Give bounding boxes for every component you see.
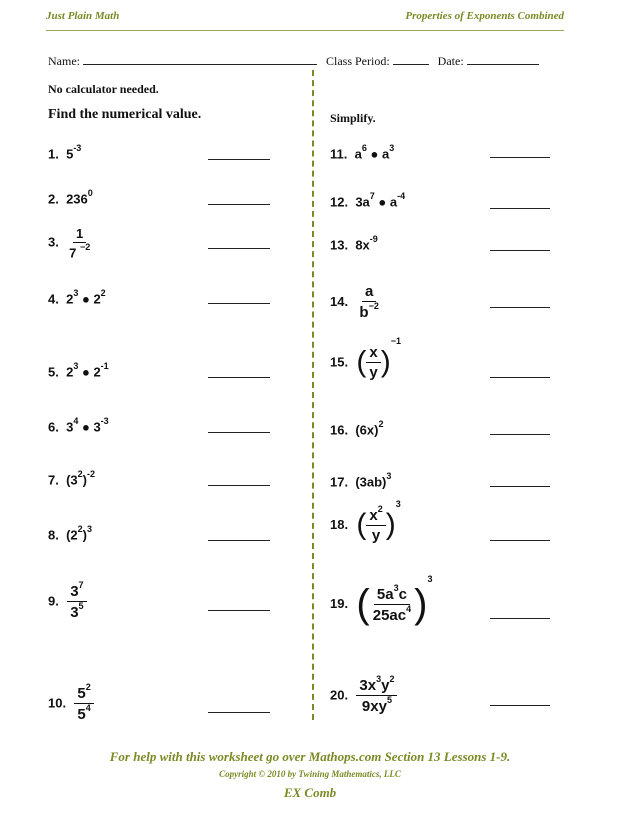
fraction: $\frac{3^7}{3^5}$ [67, 582, 86, 621]
answer-blank-2[interactable] [208, 204, 270, 205]
answer-blank-14[interactable] [490, 307, 550, 308]
answer-blank-9[interactable] [208, 610, 270, 611]
answer-blank-11[interactable] [490, 157, 550, 158]
answer-blank-3[interactable] [208, 248, 270, 249]
close-paren: ) [380, 345, 391, 379]
worksheet-code: EX Comb [283, 785, 337, 800]
answer-blank-16[interactable] [490, 434, 550, 435]
brand-label: Just Plain Math [46, 10, 120, 22]
answer-blank-12[interactable] [490, 208, 550, 209]
class-period-label: Class Period: [326, 54, 390, 68]
problem-9: 9. $\frac{3^7}{3^5}$ [48, 582, 87, 621]
fraction: $\frac{a}{b^{-2}}$ [359, 283, 379, 321]
name-label: Name: [48, 54, 80, 68]
problem-10: 10. $\frac{5^2}{5^4}$ [48, 684, 94, 723]
problem-7: 7. $(3^2)^{-2}$ [48, 469, 96, 488]
date-label: Date: [437, 54, 464, 68]
name-blank[interactable] [83, 54, 317, 65]
problem-19: 19. ( $\frac{5a^3c}{25ac^4}$ )$^3$ [330, 573, 433, 626]
class-period-blank[interactable] [393, 54, 429, 65]
answer-blank-8[interactable] [208, 540, 270, 541]
problem-3: 3. $\frac{1}{7 ^{-2}}$ [48, 226, 93, 260]
column-divider [312, 70, 314, 720]
answer-blank-17[interactable] [490, 486, 550, 487]
problem-2: 2. $236^0$ [48, 188, 93, 207]
answer-blank-1[interactable] [208, 159, 270, 160]
problem-8: 8. $(2^2)^3$ [48, 524, 93, 543]
answer-blank-15[interactable] [490, 377, 550, 378]
fraction: $\frac{5a^3c}{25ac^4}$ [372, 582, 412, 624]
fraction: $\frac{x}{y}$ [366, 344, 380, 381]
close-paren: ) [414, 582, 428, 626]
fraction: $\frac{5^2}{5^4}$ [74, 684, 93, 723]
problem-14: 14. $\frac{a}{b^{-2}}$ [330, 283, 382, 321]
problem-11: 11. $a^6$ ● $a^3$ [330, 143, 395, 162]
answer-blank-13[interactable] [490, 250, 550, 251]
worksheet-title: Properties of Exponents Combined [405, 10, 564, 22]
problem-16: 16. $(6x)^2$ [330, 419, 384, 438]
date-blank[interactable] [467, 54, 539, 65]
answer-blank-20[interactable] [490, 705, 550, 706]
help-footer: For help with this worksheet go over Mathops.com Section 13 Lessons 1-9. [109, 749, 511, 764]
fraction: $\frac{3x^3y^2}{9xy^5}$ [356, 676, 397, 715]
problem-12: 12. $3a^7$ ● $a^{-4}$ [330, 191, 406, 210]
problem-20: 20. $\frac{3x^3y^2}{9xy^5}$ [330, 676, 397, 715]
open-paren: ( [356, 508, 367, 541]
name-row [48, 54, 539, 69]
answer-blank-6[interactable] [208, 432, 270, 433]
calculator-note: No calculator needed. [48, 82, 159, 96]
problem-17: 17. $(3ab)^3$ [330, 471, 392, 490]
open-paren: ( [356, 345, 367, 379]
problem-13: 13. $8x^{-9}$ [330, 234, 378, 253]
answer-blank-7[interactable] [208, 485, 270, 486]
fraction: $\frac{x^2}{y}$ [366, 506, 385, 544]
answer-blank-4[interactable] [208, 303, 270, 304]
close-paren: ) [385, 508, 396, 541]
problem-18: 18. ( $\frac{x^2}{y}$ )$^3$ [330, 498, 401, 544]
problem-15: 15. ( $\frac{x}{y}$ )$^{-1}$ [330, 336, 402, 381]
answer-blank-19[interactable] [490, 618, 550, 619]
left-heading: Find the numerical value. [48, 107, 202, 122]
problem-1: 1. $5^{-3}$ [48, 143, 82, 162]
answer-blank-10[interactable] [208, 712, 270, 713]
open-paren: ( [356, 582, 370, 626]
header-rule [46, 30, 564, 31]
problem-4: 4. $2^3$ ● $2^2$ [48, 288, 106, 307]
fraction: $\frac{1}{7 ^{-2}}$ [69, 226, 91, 261]
answer-blank-18[interactable] [490, 540, 550, 541]
problem-6: 6. $3^4$ ● $3^{-3}$ [48, 416, 109, 435]
copyright: Copyright © 2010 by Twining Mathematics, LLC [219, 769, 401, 779]
answer-blank-5[interactable] [208, 377, 270, 378]
right-heading: Simplify. [330, 111, 376, 125]
problem-5: 5. $2^3$ ● $2^{-1}$ [48, 361, 109, 380]
